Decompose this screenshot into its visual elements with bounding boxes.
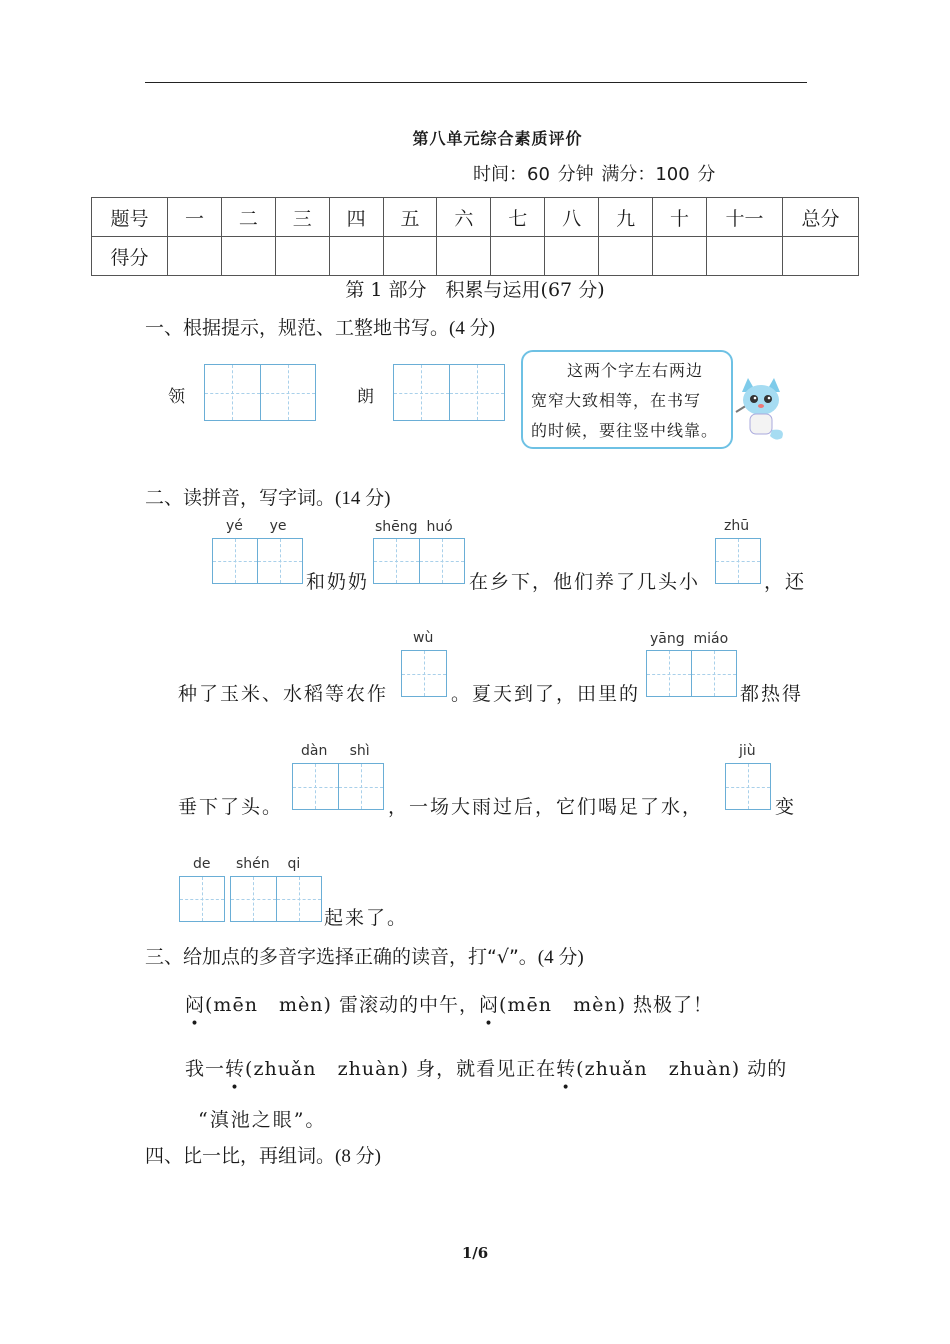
passage-text: ，还 [764, 571, 807, 593]
col-header: 一 [168, 198, 222, 237]
q1-points: (4 分) [449, 318, 495, 339]
q3-points: (4 分) [537, 947, 584, 968]
page-number: 1/6 [461, 1244, 489, 1262]
tip-bubble [521, 350, 733, 449]
q3-line-2 [185, 1054, 787, 1081]
pinyin: wù [413, 630, 434, 646]
q2-points: (14 分) [335, 488, 391, 509]
pron-options[interactable]: (zhuǎn zhuàn) [245, 1058, 410, 1080]
col-header: 五 [383, 198, 437, 237]
score-cell[interactable] [275, 237, 329, 276]
passage-text: 垂下了头。 [178, 796, 284, 818]
score-cell[interactable] [329, 237, 383, 276]
sentence-text: 身，就看见正在 [416, 1058, 557, 1080]
exam-meta: 时间：60 分钟 满分：100 分 [473, 164, 716, 185]
q4-title-text: 四、比一比，再组词。 [145, 1145, 336, 1167]
passage-text: 起来了。 [324, 907, 409, 929]
answer-grid[interactable] [212, 538, 303, 584]
table-row [92, 198, 859, 237]
page-title: 第八单元综合素质评价 [412, 129, 583, 148]
passage-text: ，一场大雨过后，它们喝足了水， [388, 796, 704, 818]
sentence-text: 热极了！ [633, 994, 714, 1016]
score-cell[interactable] [437, 237, 491, 276]
pinyin: yé ye [226, 518, 287, 534]
pron-options[interactable]: (zhuǎn zhuàn) [576, 1058, 741, 1080]
q4-points: (8 分) [335, 1146, 381, 1167]
part-heading: 第 1 部分 积累与运用(67 分) [345, 279, 605, 301]
tip-line: 的时候，要往竖中线靠。 [531, 421, 719, 440]
q1-title [145, 313, 495, 340]
score-cell[interactable] [653, 237, 707, 276]
passage-text: 都热得 [740, 683, 804, 705]
pinyin: dàn shì [301, 743, 370, 759]
q2-title [145, 483, 390, 510]
col-header: 七 [491, 198, 545, 237]
tip-line: 这两个字左右两边 [567, 361, 704, 380]
col-header: 九 [599, 198, 653, 237]
pinyin: jiù [739, 743, 756, 759]
score-cell[interactable] [491, 237, 545, 276]
top-rule [145, 82, 807, 83]
passage-text: 种了玉米、水稻等农作 [178, 683, 389, 705]
col-header: 六 [437, 198, 491, 237]
col-header: 三 [275, 198, 329, 237]
pron-options[interactable]: (mēn mèn) [499, 994, 626, 1016]
answer-grid[interactable] [373, 538, 465, 584]
score-cell[interactable] [383, 237, 437, 276]
sentence-text: 动的 [747, 1058, 788, 1080]
score-table [91, 197, 859, 276]
sentence-text: 我一 [185, 1058, 226, 1080]
pron-options[interactable]: (mēn mèn) [205, 994, 332, 1016]
row-label: 题号 [92, 198, 168, 237]
dotted-char: 闷 [479, 994, 500, 1016]
row-label: 得分 [92, 237, 168, 276]
passage-text: 和奶奶 [306, 571, 370, 593]
sentence-text: “滇池之眼”。 [198, 1109, 327, 1131]
table-row [92, 237, 859, 276]
writing-grid[interactable] [393, 364, 505, 421]
score-cell[interactable] [783, 237, 859, 276]
passage-text: 。夏天到了，田里的 [451, 683, 641, 705]
answer-grid[interactable] [715, 538, 761, 584]
answer-grid[interactable] [179, 876, 225, 922]
answer-grid[interactable] [725, 763, 771, 810]
col-header: 总分 [783, 198, 859, 237]
q3-title-text: 三、给加点的多音字选择正确的读音，打“√”。 [145, 946, 538, 968]
score-cell[interactable] [599, 237, 653, 276]
col-header: 十 [653, 198, 707, 237]
q3-title [145, 942, 584, 969]
q2-title-text: 二、读拼音，写字词。 [145, 487, 336, 509]
dotted-char: 转 [225, 1058, 246, 1080]
col-header: 八 [545, 198, 599, 237]
answer-grid[interactable] [401, 650, 447, 697]
pinyin: de [193, 856, 211, 872]
sentence-text: 雷滚动的中午， [339, 994, 480, 1016]
answer-grid[interactable] [646, 650, 737, 697]
writing-grid[interactable] [204, 364, 316, 421]
tip-line: 宽窄大致相等，在书写 [531, 391, 702, 410]
score-cell[interactable] [168, 237, 222, 276]
q1-title-text: 一、根据提示，规范、工整地书写。 [145, 317, 450, 339]
pinyin: shēng huó [375, 519, 453, 535]
dotted-char: 闷 [185, 994, 206, 1016]
cartoon-cat-icon [730, 372, 790, 444]
passage-text: 在乡下，他们养了几头小 [469, 571, 701, 593]
q1-char-ling: 领 [168, 387, 185, 407]
passage-text: 变 [775, 796, 797, 818]
answer-grid[interactable] [292, 763, 384, 810]
col-header: 十一 [707, 198, 783, 237]
q1-char-lang: 朗 [357, 387, 374, 407]
score-cell[interactable] [545, 237, 599, 276]
q4-title [145, 1141, 381, 1168]
score-cell[interactable] [707, 237, 783, 276]
q3-line-1 [185, 990, 713, 1017]
pinyin: zhū [724, 518, 750, 534]
pinyin: shén qi [236, 856, 301, 872]
col-header: 四 [329, 198, 383, 237]
answer-grid[interactable] [230, 876, 322, 922]
score-cell[interactable] [221, 237, 275, 276]
col-header: 二 [221, 198, 275, 237]
dotted-char: 转 [556, 1058, 577, 1080]
pinyin: yāng miáo [650, 631, 729, 647]
